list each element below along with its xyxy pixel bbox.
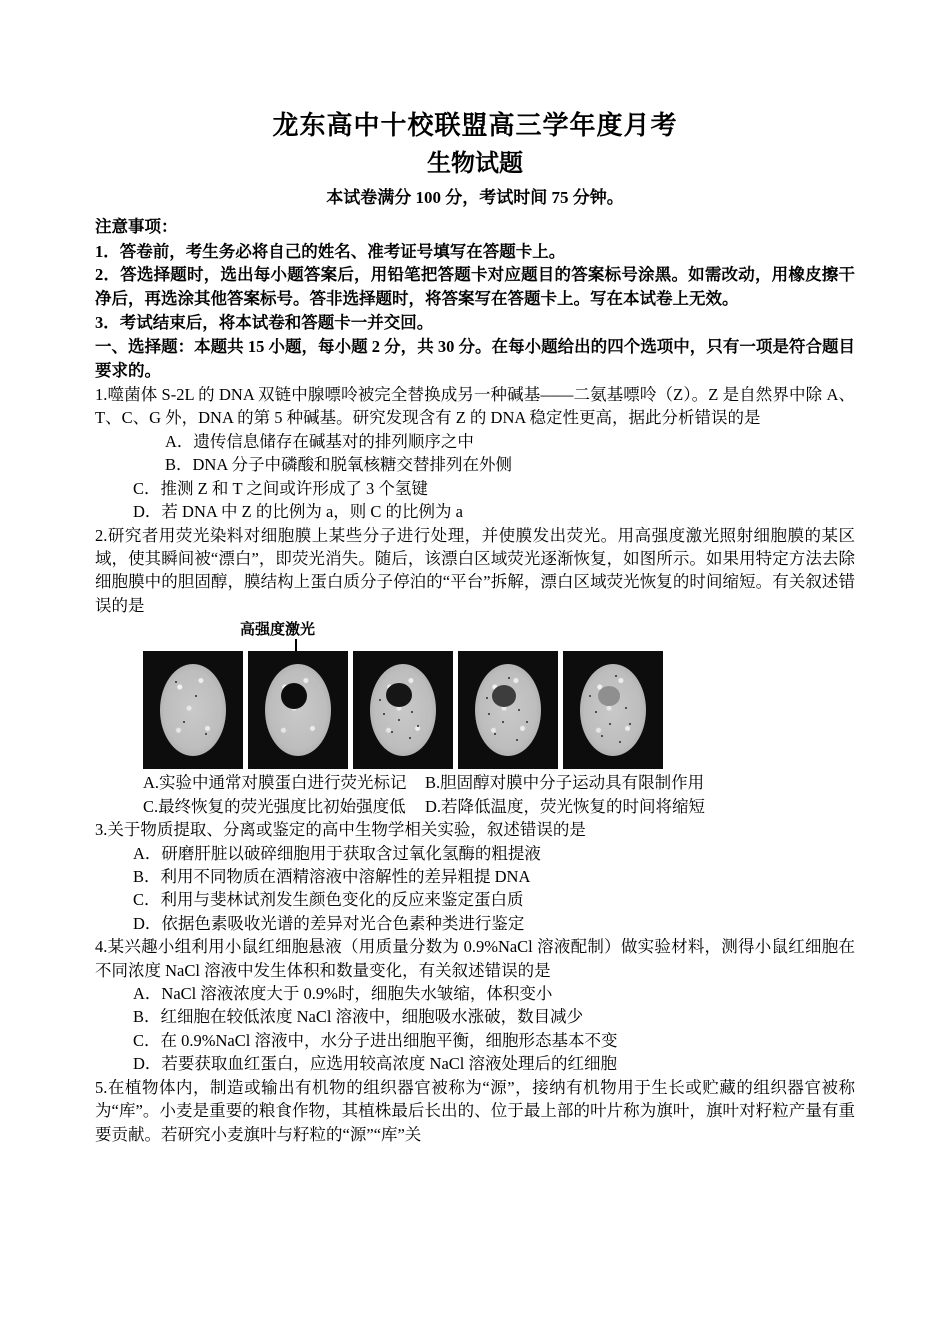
question-2-stem: 2.研究者用荧光染料对细胞膜上某些分子进行处理，并使膜发出荧光。用高强度激光照射细胞膜的某区域，使其瞬间被“漂白”，即荧光消失。随后，该漂白区域荧光逐渐恢复，如图所示。如果用特定方法去除细胞膜中的胆固醇，膜结构上蛋白质分子停泊的“平台”拆解，漂白区域荧光恢复的时间缩短。有关叙述错误的是	[95, 525, 855, 615]
figure-cell-5	[563, 651, 663, 769]
question-4-stem: 4.某兴趣小组利用小鼠红细胞悬液（用质量分数为 0.9%NaCl 溶液配制）做实验材料，测得小鼠红细胞在不同浓度 NaCl 溶液中发生体积和数量变化，有关叙述错误的是	[95, 937, 855, 980]
question-1-option-d: D．若 DNA 中 Z 的比例为 a，则 C 的比例为 a	[133, 502, 463, 522]
question-2-option-c: C.最终恢复的荧光强度比初始强度低	[143, 796, 406, 816]
page-title: 龙东高中十校联盟高三学年度月考	[272, 111, 678, 140]
question-5-stem: 5.在植物体内，制造或输出有机物的组织器官被称为“源”，接纳有机物用于生长或贮藏的组织器官被称为“库”。小麦是重要的粮食作物，其植株最后长出的、位于最上部的叶片称为旗叶，旗叶对籽粒产量有重要贡献。若研究小麦旗叶与籽粒的“源”“库”关	[95, 1077, 855, 1144]
question-3-option-c: C．利用与斐林试剂发生颜色变化的反应来鉴定蛋白质	[133, 890, 524, 910]
question-2-options-row-1	[95, 771, 855, 794]
question-2-figure	[95, 621, 855, 769]
notice-item-3: 3．考试结束后，将本试卷和答题卡一并交回。	[95, 313, 434, 333]
question-4-option-a: A．NaCl 溶液浓度大于 0.9%时，细胞失水皱缩，体积变小	[133, 984, 553, 1004]
question-2-option-a: A.实验中通常对膜蛋白进行荧光标记	[143, 773, 407, 793]
figure-cell-2	[248, 651, 348, 769]
notice-heading: 注意事项：	[95, 216, 178, 236]
figure-laser-label: 高强度激光	[240, 622, 316, 639]
question-4-option-c: C．在 0.9%NaCl 溶液中，水分子进出细胞平衡，细胞形态基本不变	[133, 1030, 618, 1050]
question-4-option-b: B．红细胞在较低浓度 NaCl 溶液中，细胞吸水涨破，数目减少	[133, 1007, 584, 1027]
section-heading-choice: 一、选择题：本题共 15 小题，每小题 2 分，共 30 分。在每小题给出的四个选项中，只有一项是符合题目要求的。	[95, 337, 855, 381]
figure-cell-series	[95, 651, 855, 769]
question-1-option-b: B．DNA 分子中磷酸和脱氧核糖交替排列在外侧	[165, 455, 512, 475]
subject-title: 生物试题	[427, 150, 523, 177]
question-3-option-d: D．依据色素吸收光谱的差异对光合色素种类进行鉴定	[133, 913, 525, 933]
question-2-option-b: B.胆固醇对膜中分子运动具有限制作用	[425, 773, 705, 793]
figure-cell-4	[458, 651, 558, 769]
question-3-option-b: B．利用不同物质在酒精溶液中溶解性的差异粗提 DNA	[133, 866, 531, 886]
question-1-stem: 1.噬菌体 S-2L 的 DNA 双链中腺嘌呤被完全替换成另一种碱基——二氨基嘌呤（Z）。Z 是自然界中除 A、T、C、G 外，DNA 的第 5 种碱基。研究发现含有 Z 的 DNA 稳定性更高，据此分析错误的是	[95, 385, 855, 428]
question-3-option-a: A．研磨肝脏以破碎细胞用于获取含过氧化氢酶的粗提液	[133, 843, 541, 863]
question-4-option-d: D．若要获取血红蛋白，应选用较高浓度 NaCl 溶液处理后的红细胞	[133, 1054, 617, 1074]
figure-cell-1	[143, 651, 243, 769]
question-2-options-row-2	[95, 795, 855, 818]
notice-item-1: 1．答卷前，考生务必将自己的姓名、准考证号填写在答题卡上。	[95, 241, 566, 261]
notice-item-2: 2．答选择题时，选出每小题答案后，用铅笔把答题卡对应题目的答案标号涂黑。如需改动，用橡皮擦干净后，再选涂其他答案标号。答非选择题时，将答案写在答题卡上。写在本试卷上无效。	[95, 265, 855, 309]
question-1-option-c: C．推测 Z 和 T 之间或许形成了 3 个氢键	[133, 478, 428, 498]
question-3-stem: 3.关于物质提取、分离或鉴定的高中生物学相关实验，叙述错误的是	[95, 820, 586, 840]
question-2-option-d: D.若降低温度，荧光恢复的时间将缩短	[425, 796, 706, 816]
figure-cell-3	[353, 651, 453, 769]
exam-info-line: 本试卷满分 100 分，考试时间 75 分钟。	[326, 187, 624, 207]
question-1-option-a: A．遗传信息储存在碱基对的排列顺序之中	[165, 431, 474, 451]
